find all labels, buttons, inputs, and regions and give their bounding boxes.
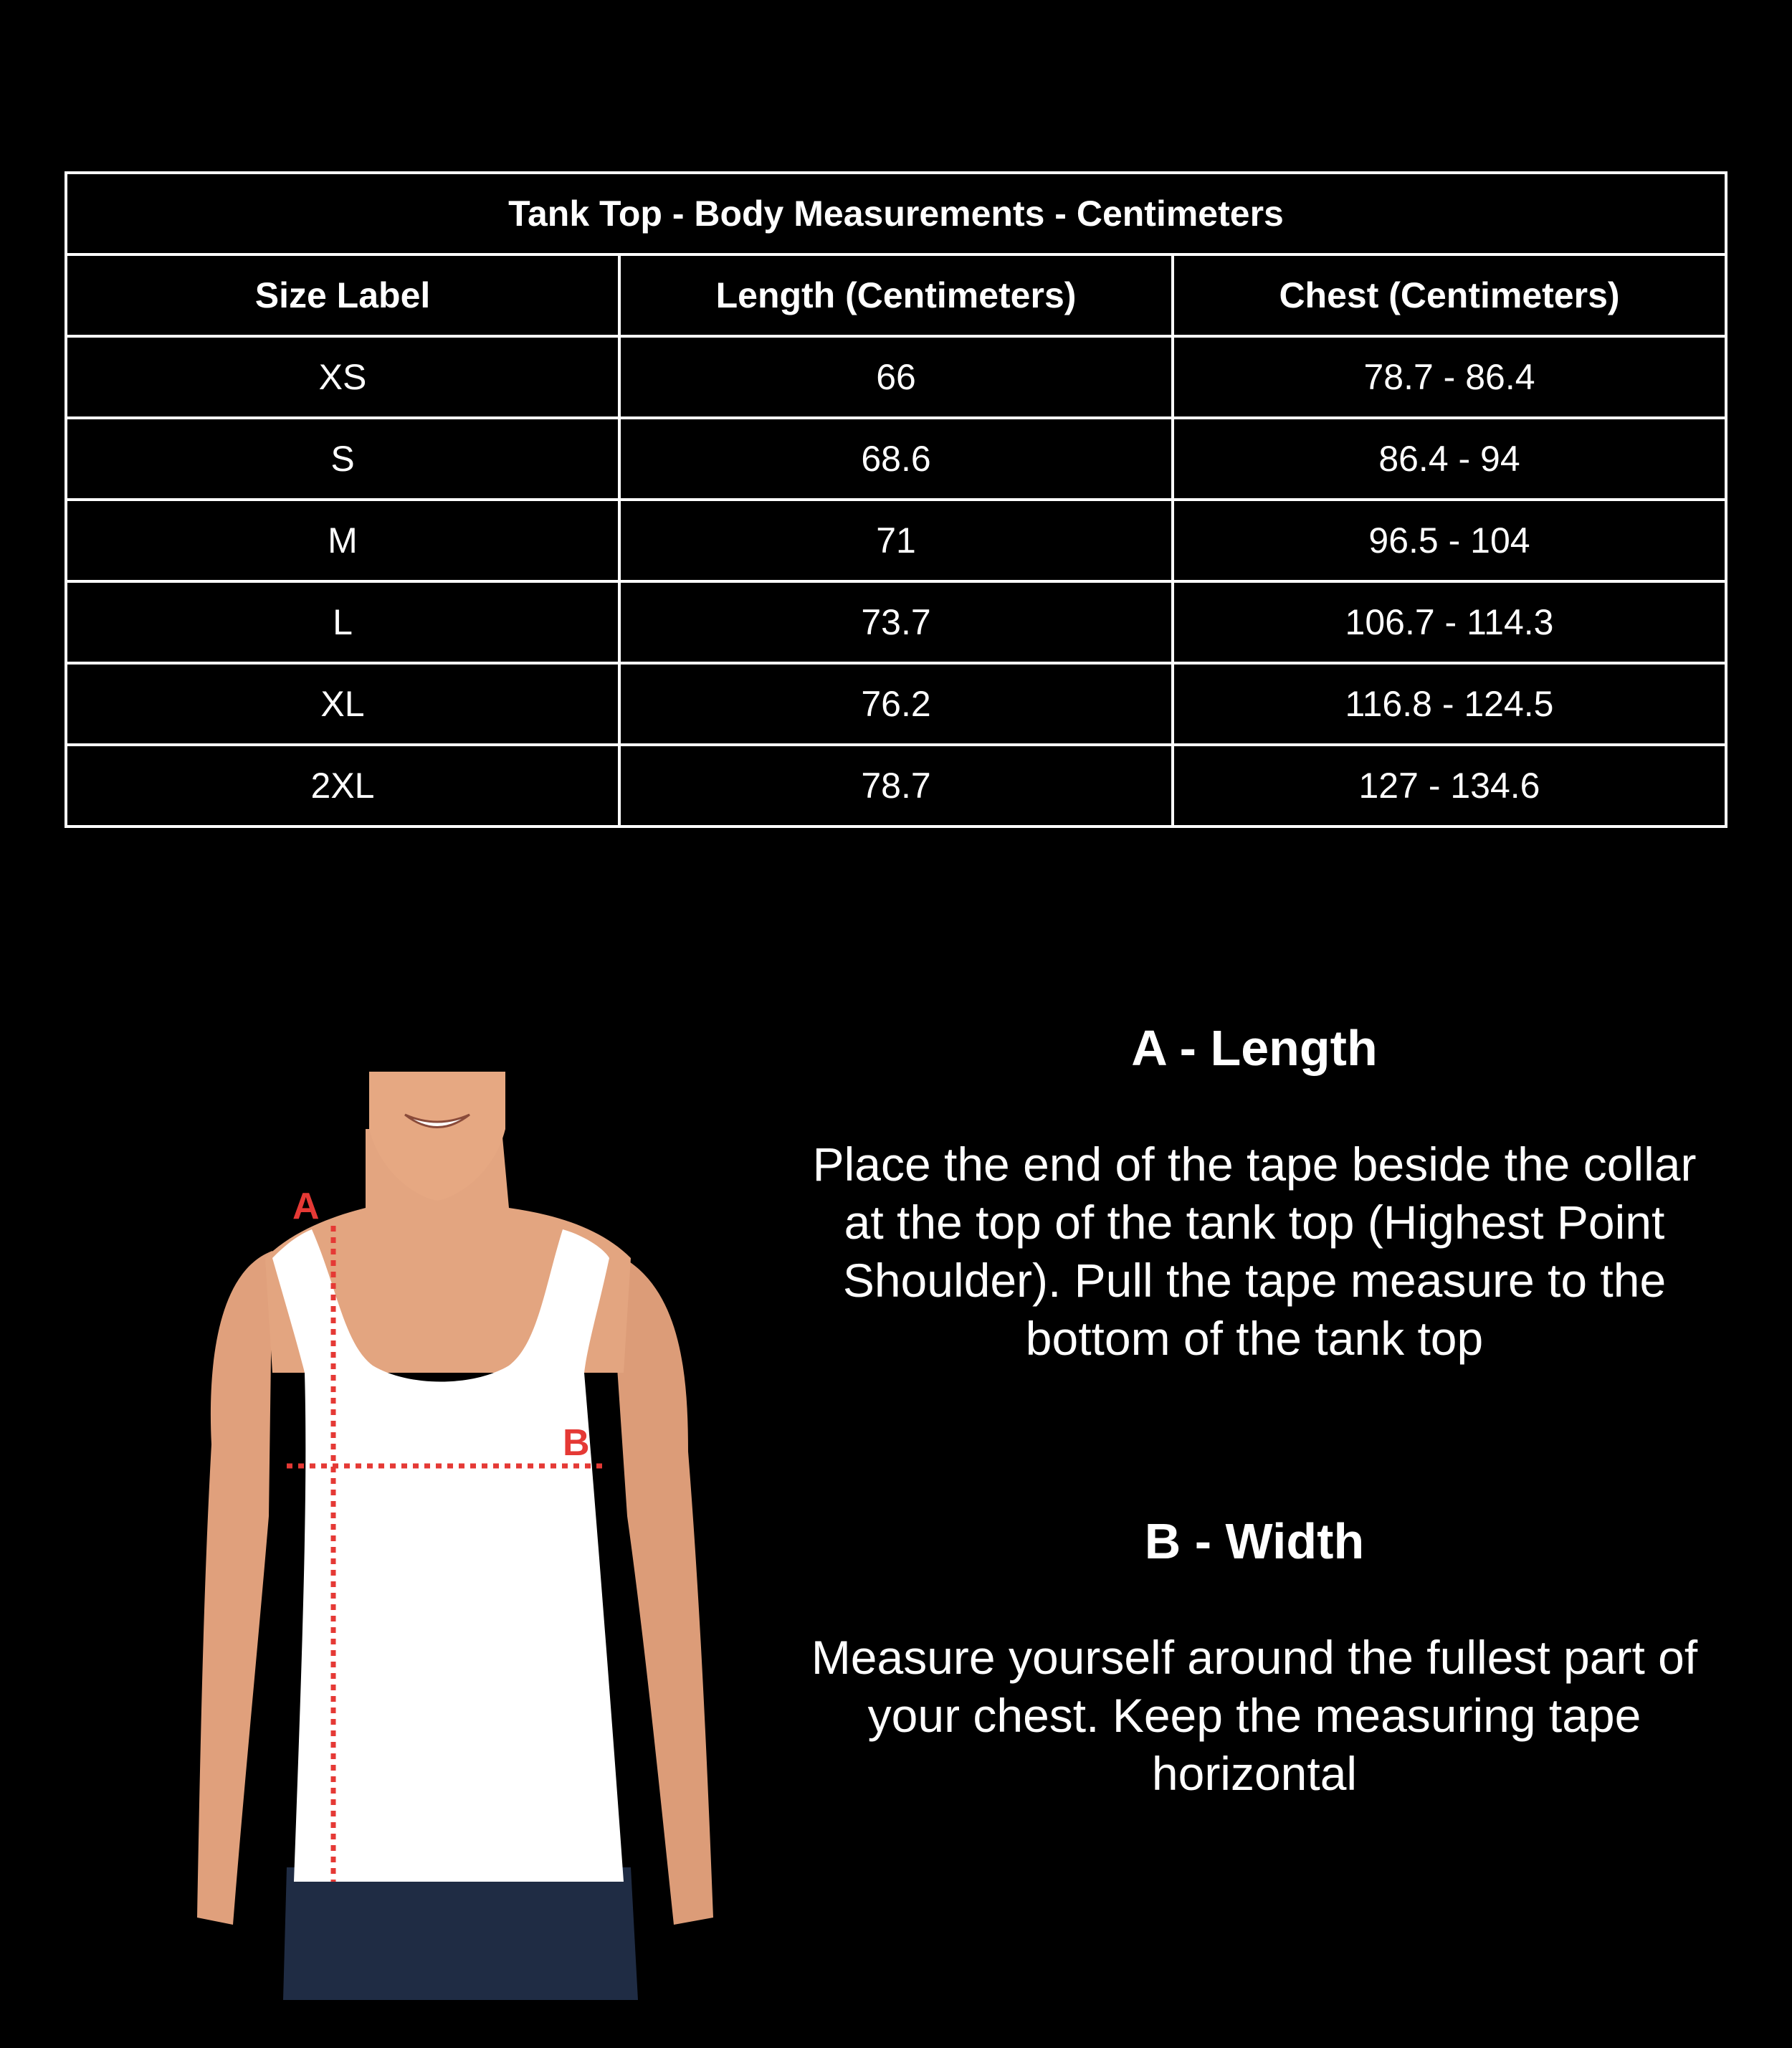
chest-cell: 106.7 - 114.3 — [1173, 581, 1726, 663]
table-row — [66, 336, 1726, 418]
table-row — [66, 418, 1726, 500]
table-row — [66, 745, 1726, 827]
table-header-row — [66, 254, 1726, 336]
model-illustration — [186, 1072, 731, 2000]
marker-b: B — [563, 1422, 590, 1464]
length-cell: 68.6 — [619, 418, 1173, 500]
size-cell: L — [66, 581, 619, 663]
table-row — [66, 581, 1726, 663]
length-instruction-text: Place the end of the tape beside the collar at the top of the tank top (Highest Point Shoulder). Pull the tape measure to the bottom of the tank top — [812, 1138, 1697, 1365]
size-cell: M — [66, 500, 619, 581]
width-instruction-section — [796, 1511, 1713, 1803]
length-cell: 73.7 — [619, 581, 1173, 663]
jeans — [283, 1867, 638, 2000]
left-arm — [197, 1251, 272, 1925]
column-header-chest: Chest (Centimeters) — [1173, 254, 1726, 336]
chest-cell: 116.8 - 124.5 — [1173, 663, 1726, 745]
chest-cell: 86.4 - 94 — [1173, 418, 1726, 500]
length-cell: 66 — [619, 336, 1173, 418]
length-instruction-section — [796, 1018, 1713, 1368]
size-chart-table — [65, 171, 1727, 828]
table-row — [66, 500, 1726, 581]
length-cell: 78.7 — [619, 745, 1173, 827]
column-header-length: Length (Centimeters) — [619, 254, 1173, 336]
table-title: Tank Top - Body Measurements - Centimeters — [66, 173, 1726, 254]
size-cell: XS — [66, 336, 619, 418]
size-cell: 2XL — [66, 745, 619, 827]
chest-cell: 96.5 - 104 — [1173, 500, 1726, 581]
length-heading: A - Length — [1131, 1020, 1378, 1076]
table-title-row — [66, 173, 1726, 254]
model-measurement-figure — [186, 1072, 731, 2000]
length-cell: 76.2 — [619, 663, 1173, 745]
size-cell: S — [66, 418, 619, 500]
chest-cell: 78.7 - 86.4 — [1173, 336, 1726, 418]
marker-a: A — [292, 1186, 320, 1227]
column-header-size-label: Size Label — [66, 254, 619, 336]
width-heading: B - Width — [1144, 1513, 1365, 1569]
width-instruction-text: Measure yourself around the fullest part of your chest. Keep the measuring tape horizontal — [811, 1631, 1698, 1800]
table-row — [66, 663, 1726, 745]
measurement-instructions — [796, 1018, 1713, 1803]
length-cell: 71 — [619, 500, 1173, 581]
chest-cell: 127 - 134.6 — [1173, 745, 1726, 827]
size-cell: XL — [66, 663, 619, 745]
